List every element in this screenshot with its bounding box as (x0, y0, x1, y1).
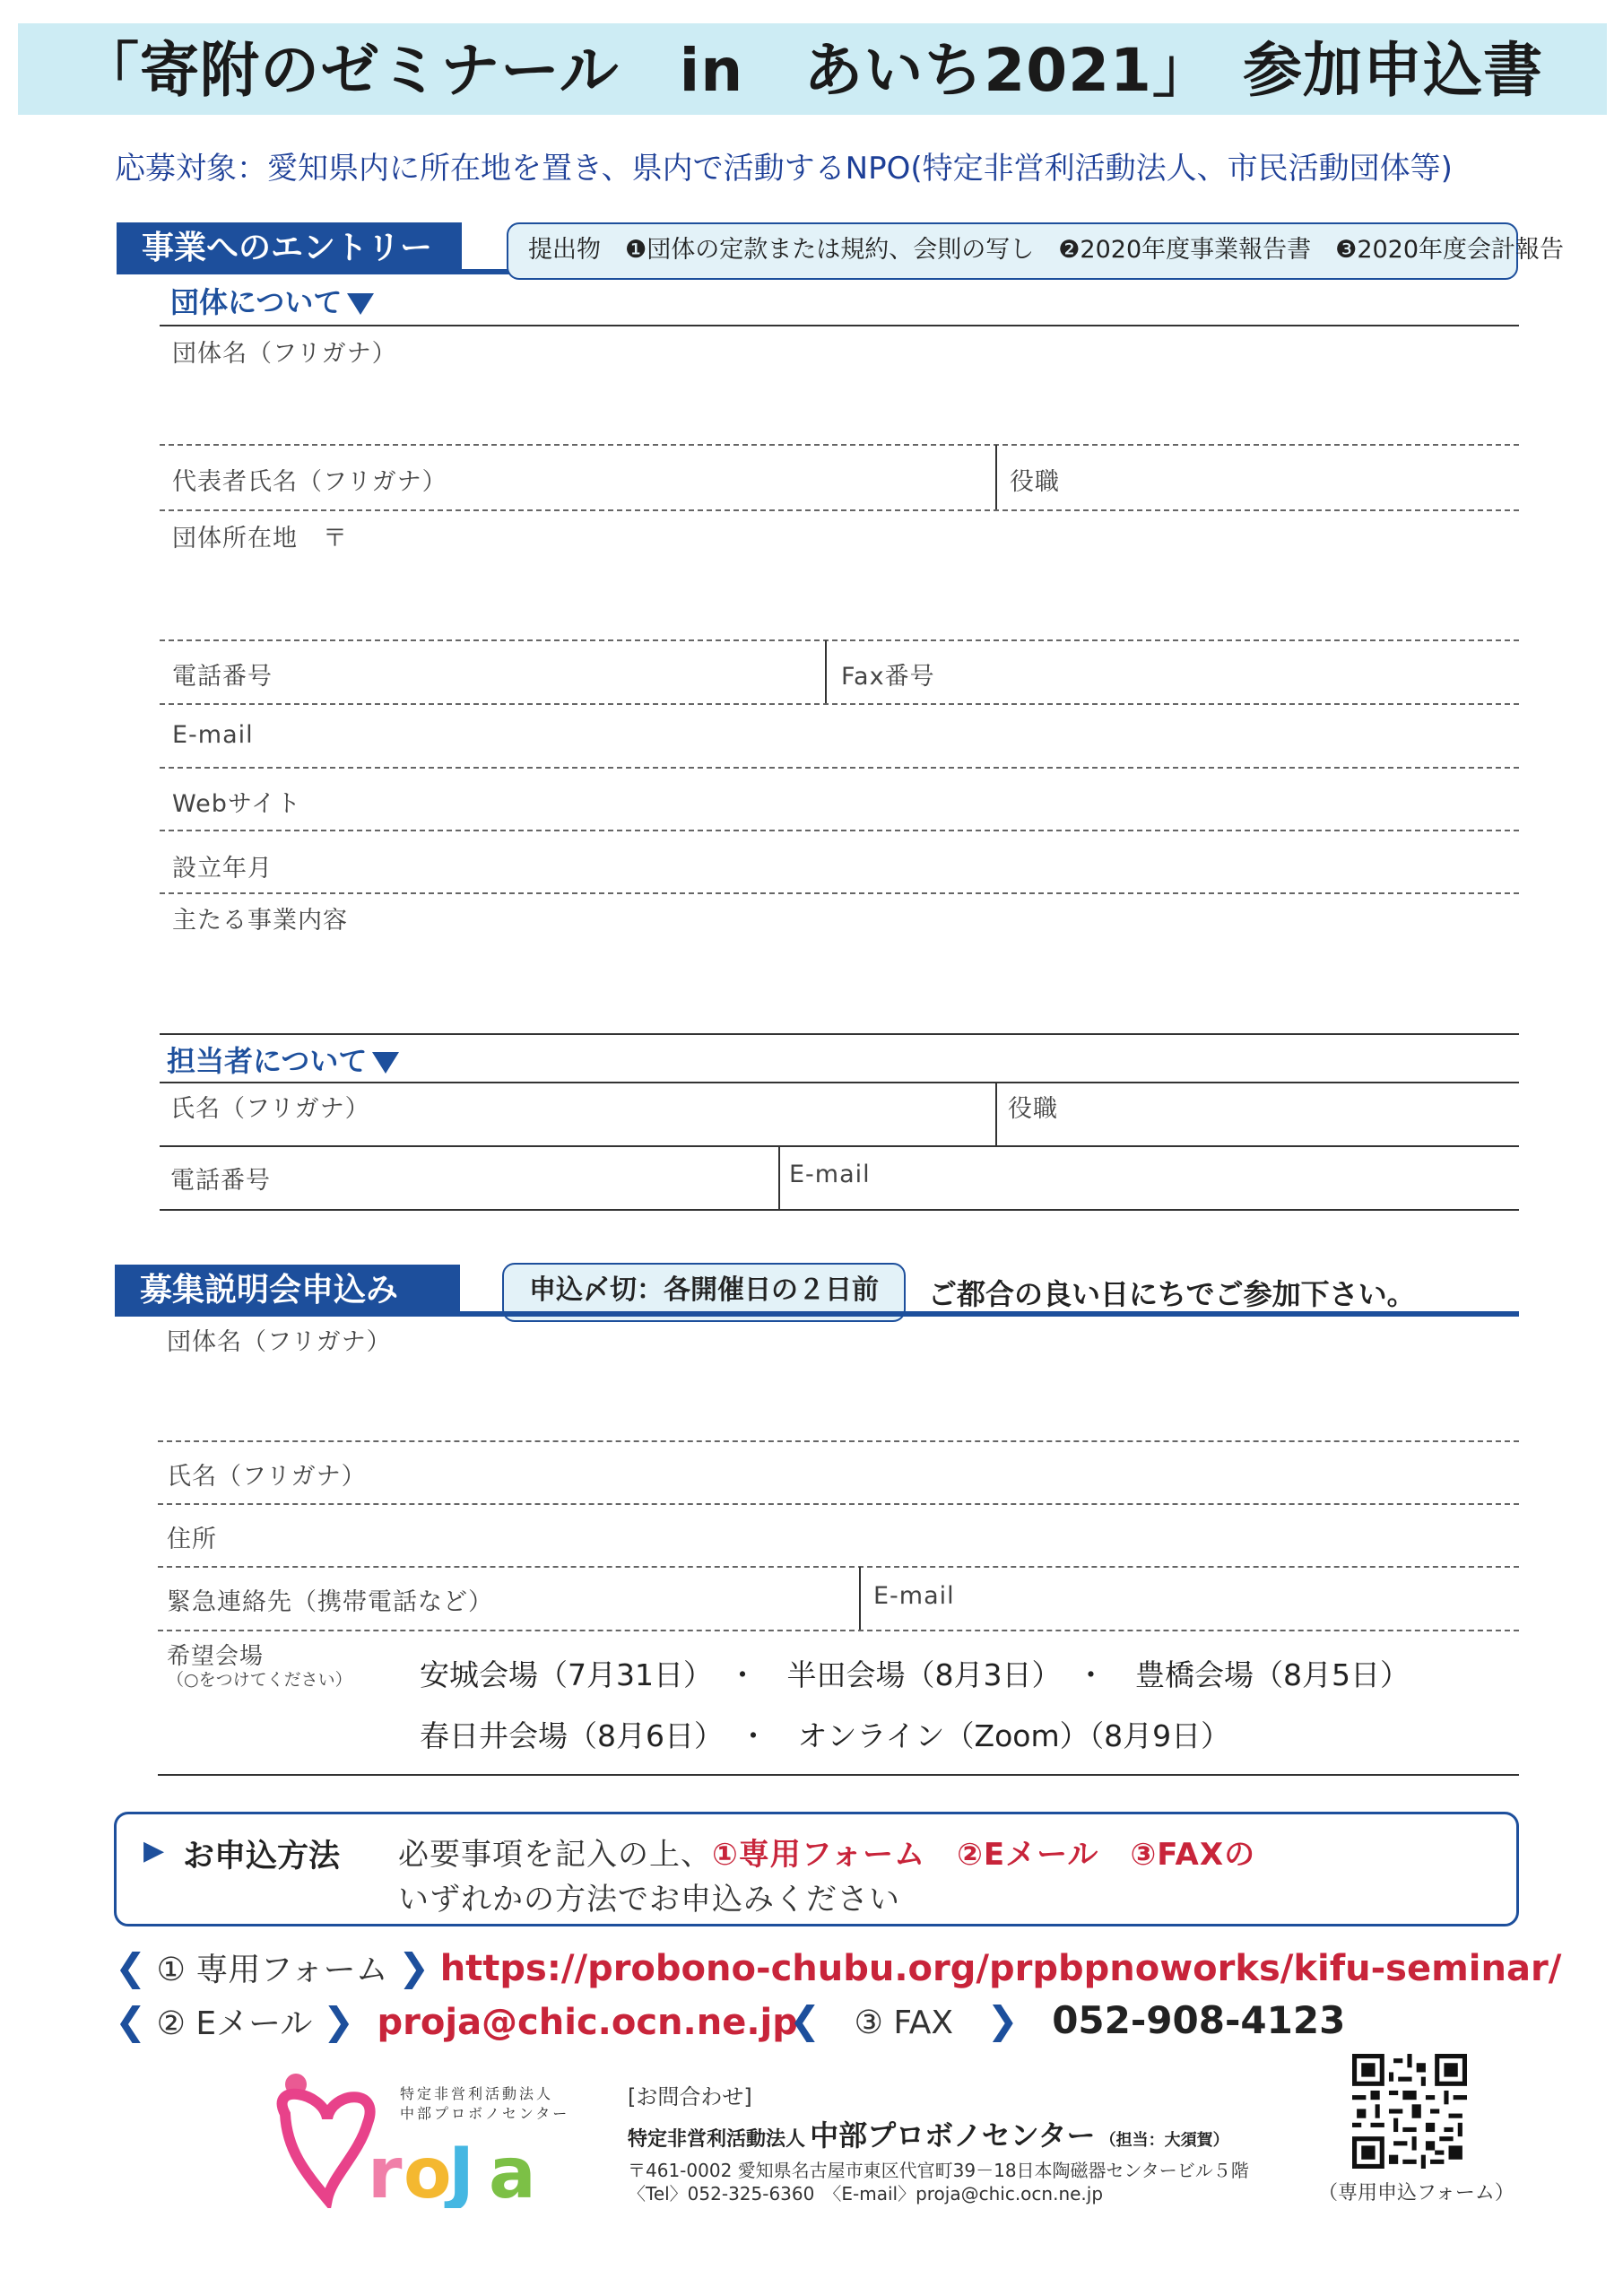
venue-options-row-1: 安城会場（7月31日） ・ 半田会場（8月3日） ・ 豊橋会場（8月5日） (420, 1657, 1410, 1692)
svg-text:o: o (404, 2134, 452, 2208)
rule (160, 1082, 1519, 1083)
rule (160, 892, 1519, 894)
briefing-name-label: 氏名（フリガナ） (167, 1463, 367, 1491)
method-option-fax: ③FAXの (1130, 1837, 1256, 1873)
rule (158, 1440, 1519, 1442)
down-triangle-icon (347, 293, 374, 315)
venue-note: （○をつけてください） (167, 1670, 352, 1690)
method-prefix: 必要事項を記入の上、 (398, 1837, 712, 1873)
qr-caption: （専用申込フォーム） (1318, 2182, 1515, 2205)
method-option-email: ②Eメール (957, 1837, 1099, 1873)
logo-sub-2: 中部プロボノセンター (400, 2105, 570, 2122)
svg-text:a: a (489, 2134, 536, 2208)
submission-pill (507, 222, 1565, 280)
fax-label: ③ FAX (854, 2005, 954, 2041)
rule (160, 1145, 1519, 1147)
divider (825, 640, 827, 703)
svg-text:J: J (448, 2134, 475, 2208)
method-option-form: ①専用フォーム (712, 1837, 926, 1873)
rule (160, 830, 1519, 831)
email-contact-row (115, 1998, 798, 2044)
briefing-header-rule (115, 1311, 1519, 1317)
org-name-label: 団体名（フリガナ） (172, 340, 397, 368)
person-phone-label: 電話番号 (170, 1167, 271, 1195)
person-name-label: 氏名（フリガナ） (170, 1095, 370, 1123)
down-triangle-icon (372, 1052, 399, 1074)
entry-header-rule (117, 269, 511, 274)
rule (160, 1209, 1519, 1211)
briefing-email-label: E-mail (873, 1582, 955, 1610)
rule (158, 1774, 1519, 1776)
submission-text: 提出物 ❶団体の定款または規約、会則の写し ❷2020年度事業報告書 ❸2020年度会計報告 (528, 236, 1565, 264)
rule (160, 444, 1519, 446)
rule (160, 767, 1519, 769)
rule (160, 509, 1519, 511)
org-subheader-label: 団体について (170, 285, 343, 319)
chevron-right-icon: ❯ (322, 1999, 355, 2043)
qr-code[interactable] (1352, 2054, 1467, 2169)
rule (160, 703, 1519, 705)
org-fax-label: Fax番号 (841, 663, 935, 691)
briefing-section-header: 募集説明会申込み (115, 1265, 460, 1317)
org-founded-label: 設立年月 (172, 855, 273, 883)
venue-options-row-2: 春日井会場（8月6日） ・ オンライン（Zoom）（8月9日） (420, 1718, 1231, 1753)
org-phone-label: 電話番号 (172, 663, 273, 691)
page-title: 「寄附のゼミナール in あいち2021」 参加申込書 (80, 36, 1543, 105)
inquiry-label: [お問合わせ] (628, 2084, 752, 2109)
divider (995, 1083, 997, 1145)
play-icon: ▶ (143, 1835, 165, 1866)
chevron-left-icon: ❮ (115, 1999, 147, 2043)
briefing-address-label: 住所 (167, 1526, 217, 1553)
chevron-right-icon: ❯ (398, 1945, 430, 1989)
form-label: ① 専用フォーム (156, 1952, 388, 1988)
email-link[interactable]: proja@chic.ocn.ne.jp (377, 2002, 798, 2043)
briefing-org-name-label: 団体名（フリガナ） (167, 1328, 392, 1356)
org-website-label: Webサイト (172, 790, 301, 818)
divider (995, 445, 997, 509)
svg-text:r: r (368, 2134, 403, 2208)
footer-org-prefix: 特定非営利活動法人 (628, 2128, 806, 2151)
briefing-emergency-label: 緊急連絡先（携帯電話など） (167, 1588, 493, 1616)
person-email-label: E-mail (789, 1161, 871, 1188)
person-title-label: 役職 (1008, 1095, 1058, 1123)
entry-section-header: 事業へのエントリー (117, 222, 462, 274)
chevron-left-icon: ❮ (115, 1945, 147, 1989)
venue-label: 希望会場 (167, 1643, 265, 1670)
form-url-link[interactable]: https://probono-chubu.org/prpbpnoworks/kifu-seminar/ (439, 1948, 1562, 1989)
rep-title-label: 役職 (1010, 468, 1060, 496)
footer-org (628, 2113, 1229, 2154)
target-text: 応募対象：愛知県内に所在地を置き、県内で活動するNPO(特定非営利活動法人、市民活動団体等) (115, 151, 1453, 187)
person-subheader-label: 担当者について (167, 1044, 368, 1078)
method-line-2: いずれかの方法でお申込みください (398, 1882, 900, 1918)
rule (158, 1630, 1519, 1631)
divider (778, 1146, 780, 1209)
rep-name-label: 代表者氏名（フリガナ） (172, 468, 447, 496)
chevron-left-icon: ❮ (789, 1998, 821, 2042)
email-label: ② Eメール (156, 2005, 313, 2042)
org-email-label: E-mail (172, 721, 254, 749)
rule (158, 1566, 1519, 1568)
footer-org-name: 中部プロボノセンター (810, 2118, 1096, 2152)
person-subheader (167, 1039, 399, 1080)
chevron-right-icon: ❯ (986, 1998, 1019, 2042)
briefing-note: ご都合の良い日にちでご参加下さい。 (928, 1277, 1416, 1311)
footer-address: 〒461-0002 愛知県名古屋市東区代官町39－18日本陶磁器センタービル５階 (628, 2160, 1249, 2181)
footer-charge: （担当：大須賀） (1099, 2131, 1229, 2150)
rule (160, 639, 1519, 641)
org-subheader (170, 280, 374, 321)
org-top-rule (160, 325, 1519, 326)
org-business-label: 主たる事業内容 (172, 907, 348, 935)
deadline-text: 申込〆切：各開催日の２日前 (529, 1274, 879, 1306)
fax-number: 052-908-4123 (1052, 1998, 1346, 2042)
footer-tel: 〈Tel〉052-325-6360 〈E-mail〉proja@chic.ocn.ne.jp (628, 2183, 1104, 2205)
divider (859, 1567, 861, 1630)
form-contact-row (115, 1944, 1561, 1990)
rule (158, 1503, 1519, 1505)
method-label: お申込方法 (183, 1839, 341, 1874)
fax-contact-row (789, 1998, 1345, 2042)
rule (160, 1033, 1519, 1035)
logo-sub-1: 特定非営利活動法人 (400, 2085, 554, 2102)
method-line-1 (398, 1830, 1255, 1874)
org-address-label: 団体所在地 〒 (172, 525, 348, 552)
